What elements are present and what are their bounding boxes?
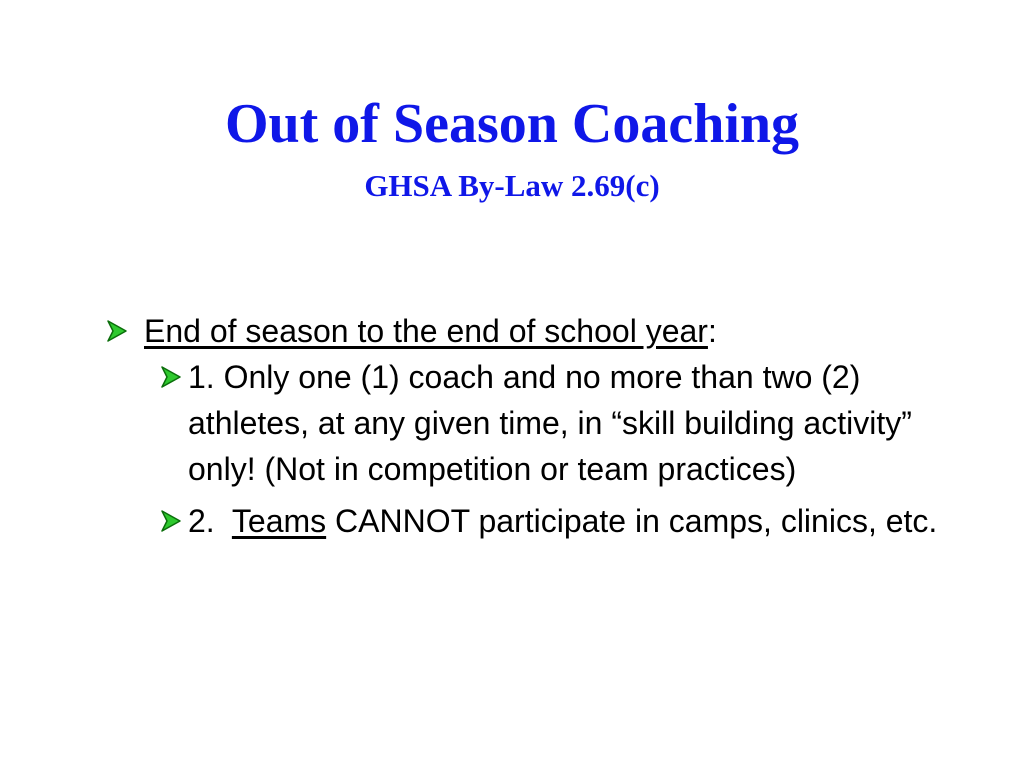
slide-title: Out of Season Coaching — [224, 93, 800, 155]
sub-bullet-1-text: 1. Only one (1) coach and no more than two (2) athletes, at any given time, in “skill building activity” only! (Not in competition or team practices) — [188, 359, 912, 487]
arrow-bullet-icon — [158, 508, 184, 534]
arrow-bullet-icon — [158, 364, 184, 390]
slide-subtitle: GHSA By-Law 2.69(c) — [364, 168, 660, 203]
sub-bullet-2-prefix: 2. — [188, 503, 232, 539]
sub-bullet-2-underlined-text: Teams — [231, 503, 327, 539]
bullet-1-text: : — [707, 313, 717, 349]
bullet-list — [104, 308, 964, 544]
sub-bullet-item-2 — [104, 498, 964, 544]
bullet-item-1 — [104, 308, 964, 354]
sub-bullet-2-text: CANNOT participate in camps, clinics, etc. — [326, 503, 938, 539]
sub-bullet-item-1 — [104, 354, 964, 492]
arrow-bullet-icon — [104, 318, 130, 344]
bullet-1-underlined-text: End of season to the end of school year — [144, 313, 708, 349]
